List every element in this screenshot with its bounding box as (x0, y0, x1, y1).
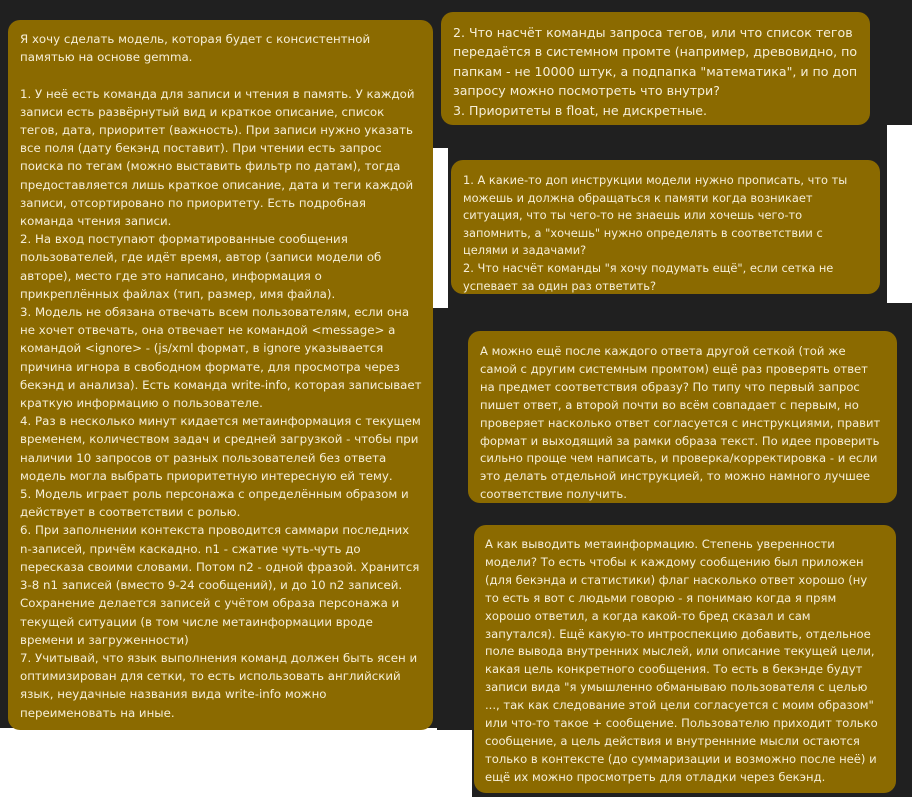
background-panel-left-lower (410, 730, 472, 797)
chat-message-1: Я хочу сделать модель, которая будет с консистентной памятью на основе gemma. 1. У неё есть команда для записи и чтения в память. У каждой записи есть развёрнутый вид и краткое описание, список тегов, дата, приоритет (важность). При записи нужно указать все поля (дату бекэнд поставит). При чтении есть запрос поиска по тегам (можно выставить фильтр по датам), тогда предоставляется лишь краткое описание, дата и теги каждой записи, отсортировано по приоритету. Есть подробная команда чтения записи. 2. На вход поступают форматированные сообщения пользователей, где идёт время, автор (записи модели об авторе), место где это написано, информация о прикреплённых файлах (тип, размер, имя файла). 3. Модель не обязана отвечать всем пользователям, если она не хочет отвечать, она отвечает не командой <message> а командой <ignore> - (js/xml формат, в ignore указывается причина игнора в свободном формате, для просмотра через бекэнд и анализа). Есть команда write-info, которая записывает краткую информацию о пользователе. 4. Раз в несколько минут кидается метаинформация с текущем временем, количеством задач и средней загрузкой - чтобы при наличии 10 запросов от разных пользователей без ответа модель могла выбрать приоритетную интересную ей тему. 5. Модель играет роль персонажа с определённым образом и действует в соответствии с ролью. 6. При заполнении контекста проводится саммари последних n-записей, причём каскадно. n1 - сжатие чуть-чуть до пересказа своими словами. Потом n2 - одной фразой. Хранится 3-8 n1 записей (вместо 9-24 сообщений), и до 10 n2 записей. Сохранение делается записей с учётом образа персонажа и текущей ситуации (в том числе метаинформации вроде времени и загруженности) 7. Учитывай, что язык выполнения команд должен быть ясен и оптимизирован для сетки, то есть использовать английский язык, неудачные названия вида write-info можно переименовать на иные. (8, 20, 433, 730)
background-panel-upper-strip (433, 148, 448, 308)
background-panel-left (0, 728, 437, 797)
background-panel-right (887, 125, 912, 303)
chat-message-3: 1. А какие-то доп инструкции модели нужно прописать, что ты можешь и должна обращаться к памяти когда возникает ситуация, что ты чего-то не знаешь или хочешь чего-то запомнить, а "хочешь" нужно определять в соответствии с целями и задачами? 2. Что насчёт команды "я хочу подумать ещё", если сетка не успевает за один раз ответить? (451, 160, 880, 294)
chat-message-5: А как выводить метаинформацию. Степень уверенности модели? То есть чтобы к каждому сообщению был приложен (для бекэнда и статистики) флаг насколько ответ хорошо (ну то есть я вот с людьми говорю - я понимаю когда я прям хорошо ответил, а когда какой-то бред сказал и сам запутался). Ещё какую-то интроспекцию добавить, отдельное поле вывода внутренних мыслей, или описание текущей цели, какая цель конкретного сообщения. То есть в бекэнде будут записи вида "я умышленно обманываю пользователя с целью ..., так как следование этой цели согласуется с моим образом" или что-то такое + сообщение. Пользователю приходит только сообщение, а цель действия и внутреннние мысли остаются только в контексте (до суммаризации и возможно после неё) и ещё их можно просмотреть для отладки через бекэнд. (474, 525, 896, 793)
chat-message-2: 2. Что насчёт команды запроса тегов, или что список тегов передаётся в системном промте (например, древовидно, по папкам - не 10000 штук, а подпапка "математика", и по доп запросу можно посмотреть что внутри? 3. Приоритеты в float, не дискретные. (441, 12, 870, 125)
chat-message-4: А можно ещё после каждого ответа другой сеткой (той же самой с другим системным промтом) ещё раз проверять ответ на предмет соответствия образу? По типу что первый запрос пишет ответ, а второй почти во всём совпадает с первым, но проверяет насколько ответ согласуется с инструкциями, правит формат и выходящий за рамки образа текст. По идее проверить сильно проще чем написать, и проверка/корректировка - и если это делать отдельной инструкцией, то можно намного лучшее соответствие получить. (468, 331, 897, 503)
